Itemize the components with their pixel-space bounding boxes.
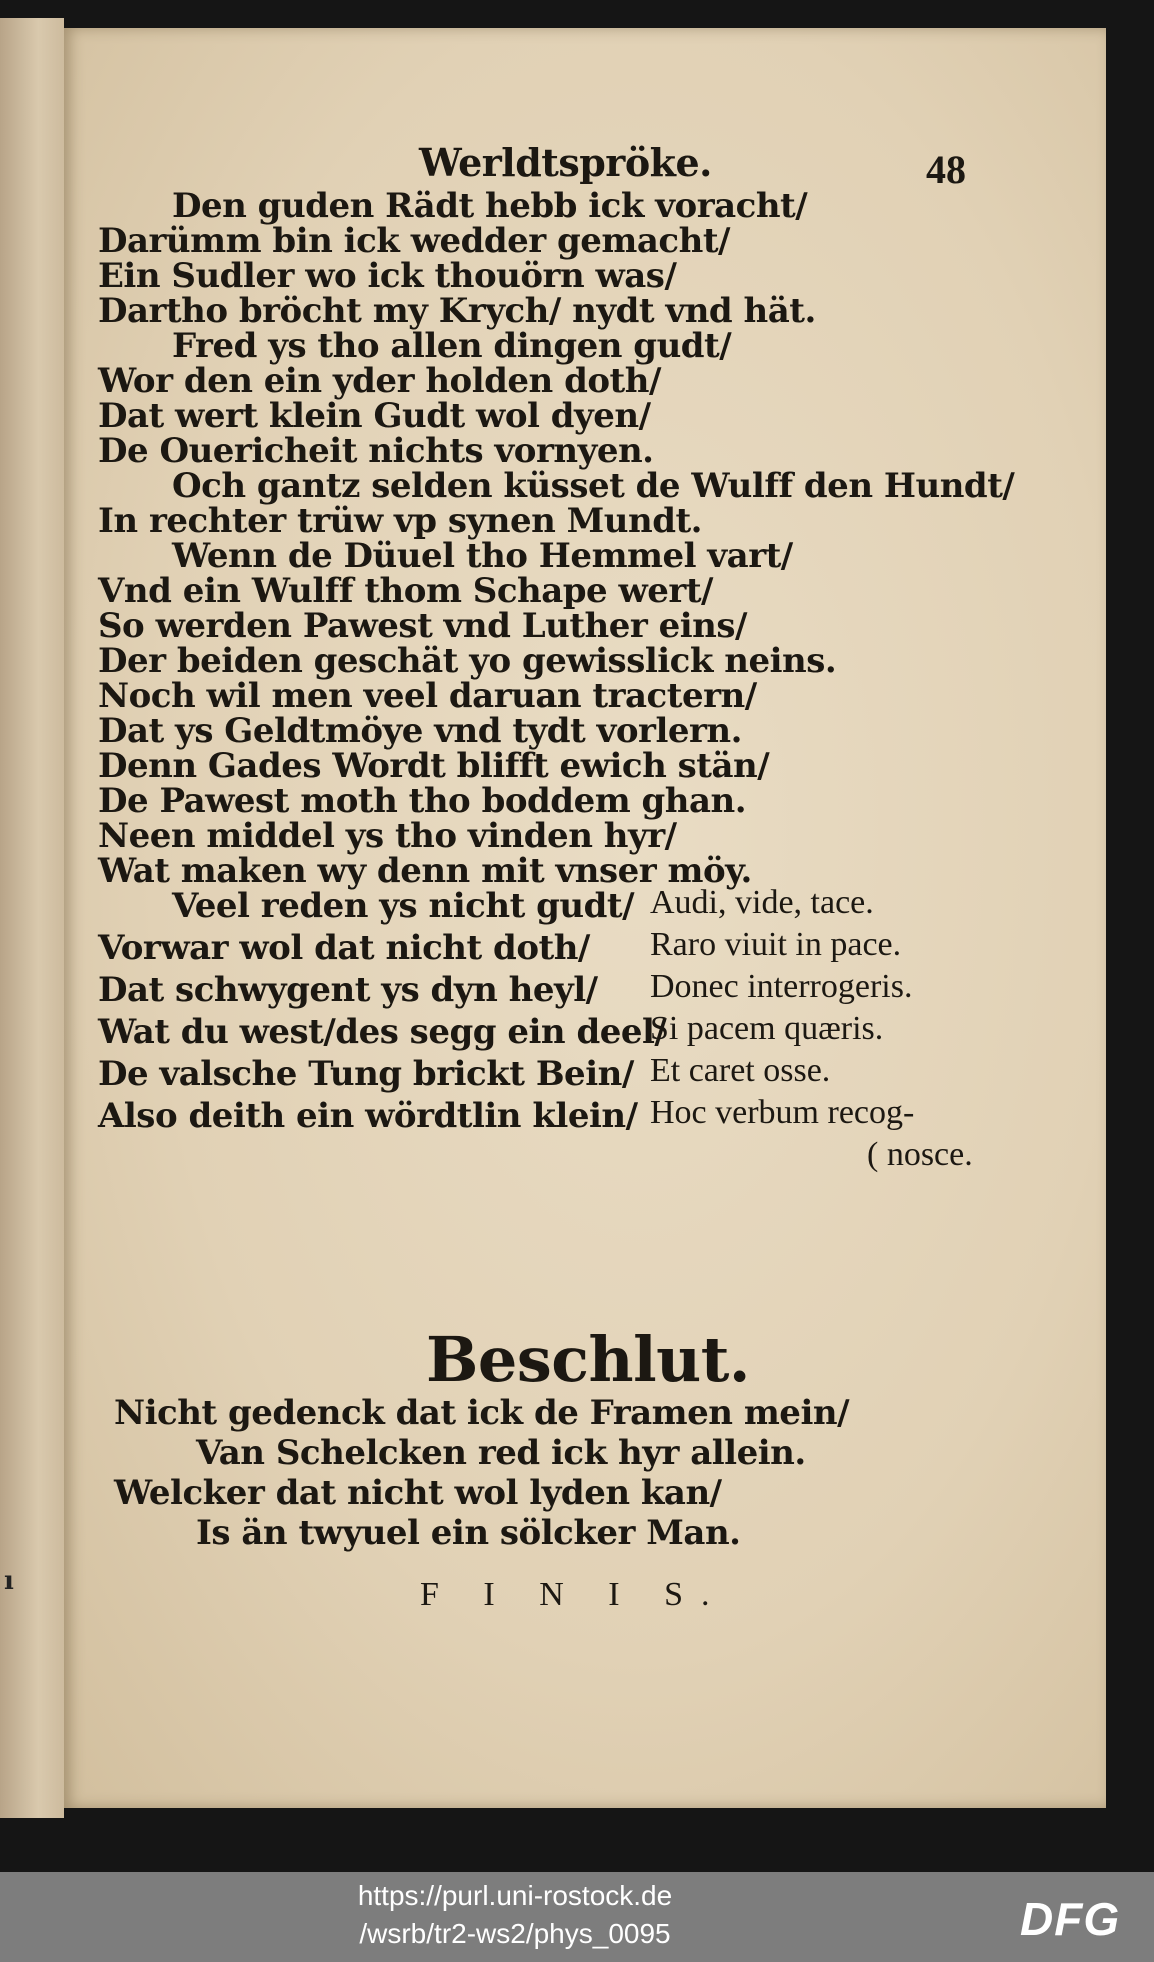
facing-page-mark: ı	[4, 1566, 14, 1596]
verse-line: Den guden Rädt hebb ick voracht/	[172, 186, 808, 226]
footer-url-line-1[interactable]: https://purl.uni-rostock.de	[357, 1880, 673, 1911]
couplet-latin: Hoc verbum recog-	[650, 1094, 915, 1131]
running-head: Werldtspröke.	[419, 140, 712, 185]
verse-line: Dartho bröcht my Krych/ nydt vnd hät.	[98, 291, 816, 331]
couplet-german: Dat schwygent ys dyn heyl/	[98, 970, 598, 1010]
verse-line: Dat wert klein Gudt wol dyen/	[98, 396, 651, 436]
conclusion-line: Welcker dat nicht wol lyden kan/	[114, 1473, 722, 1513]
verse-line: Wenn de Düuel tho Hemmel vart/	[172, 536, 793, 576]
facing-page-edge	[0, 18, 64, 1818]
couplet-german: Veel reden ys nicht gudt/	[172, 886, 635, 926]
couplet-german: De valsche Tung brickt Bein/	[98, 1054, 634, 1094]
verse-line: Der beiden geschät yo gewisslick neins.	[98, 641, 837, 681]
couplet-latin: Si pacem quæris.	[650, 1010, 884, 1047]
conclusion-line: Van Schelcken red ick hyr allein.	[196, 1433, 806, 1473]
verse-line: Noch wil men veel daruan tractern/	[98, 676, 757, 716]
verse-line: Darümm bin ick wedder gemacht/	[98, 221, 730, 261]
couplet-latin: Audi, vide, tace.	[650, 884, 874, 921]
verse-line: Denn Gades Wordt blifft ewich stän/	[98, 746, 770, 786]
footer-bar	[0, 1872, 1154, 1962]
couplet-latin: Et caret osse.	[650, 1052, 831, 1089]
conclusion-title: Beschlut.	[426, 1323, 750, 1396]
latin-continuation: ( nosce.	[867, 1136, 973, 1173]
folio-number: 48	[926, 147, 966, 192]
conclusion-line: Nicht gedenck dat ick de Framen mein/	[114, 1393, 849, 1433]
verse-line: Neen middel ys tho vinden hyr/	[98, 816, 677, 856]
conclusion-line: Is än twyuel ein sölcker Man.	[196, 1513, 741, 1553]
dfg-logo: DFG	[1020, 1893, 1121, 1945]
verse-line: So werden Pawest vnd Luther eins/	[98, 606, 747, 646]
verse-line: De Pawest moth tho boddem ghan.	[98, 781, 747, 821]
book-page	[64, 28, 1106, 1808]
verse-line: Wor den ein yder holden doth/	[98, 361, 661, 401]
couplet-german: Wat du west/des segg ein deel/	[98, 1012, 667, 1052]
verse-line: De Ouericheit nichts vornyen.	[98, 431, 654, 471]
couplet-german: Also deith ein wördtlin klein/	[98, 1096, 638, 1136]
verse-line: Fred ys tho allen dingen gudt/	[172, 326, 732, 366]
verse-line: Vnd ein Wulff thom Schape wert/	[98, 571, 713, 611]
verse-line: Dat ys Geldtmöye vnd tydt vorlern.	[98, 711, 742, 751]
verse-line: Ein Sudler wo ick thouörn was/	[98, 256, 677, 296]
couplet-german: Vorwar wol dat nicht doth/	[98, 928, 590, 968]
footer-url-line-2[interactable]: /wsrb/tr2-ws2/phys_0095	[359, 1918, 671, 1949]
couplet-latin: Donec interrogeris.	[650, 968, 913, 1005]
verse-line: Och gantz selden küsset de Wulff den Hundt/	[172, 466, 1015, 506]
couplet-latin: Raro viuit in pace.	[650, 926, 902, 963]
finis: F I N I S.	[420, 1576, 728, 1613]
verse-line: Wat maken wy denn mit vnser möy.	[98, 851, 752, 891]
verse-line: In rechter trüw vp synen Mundt.	[98, 501, 703, 541]
